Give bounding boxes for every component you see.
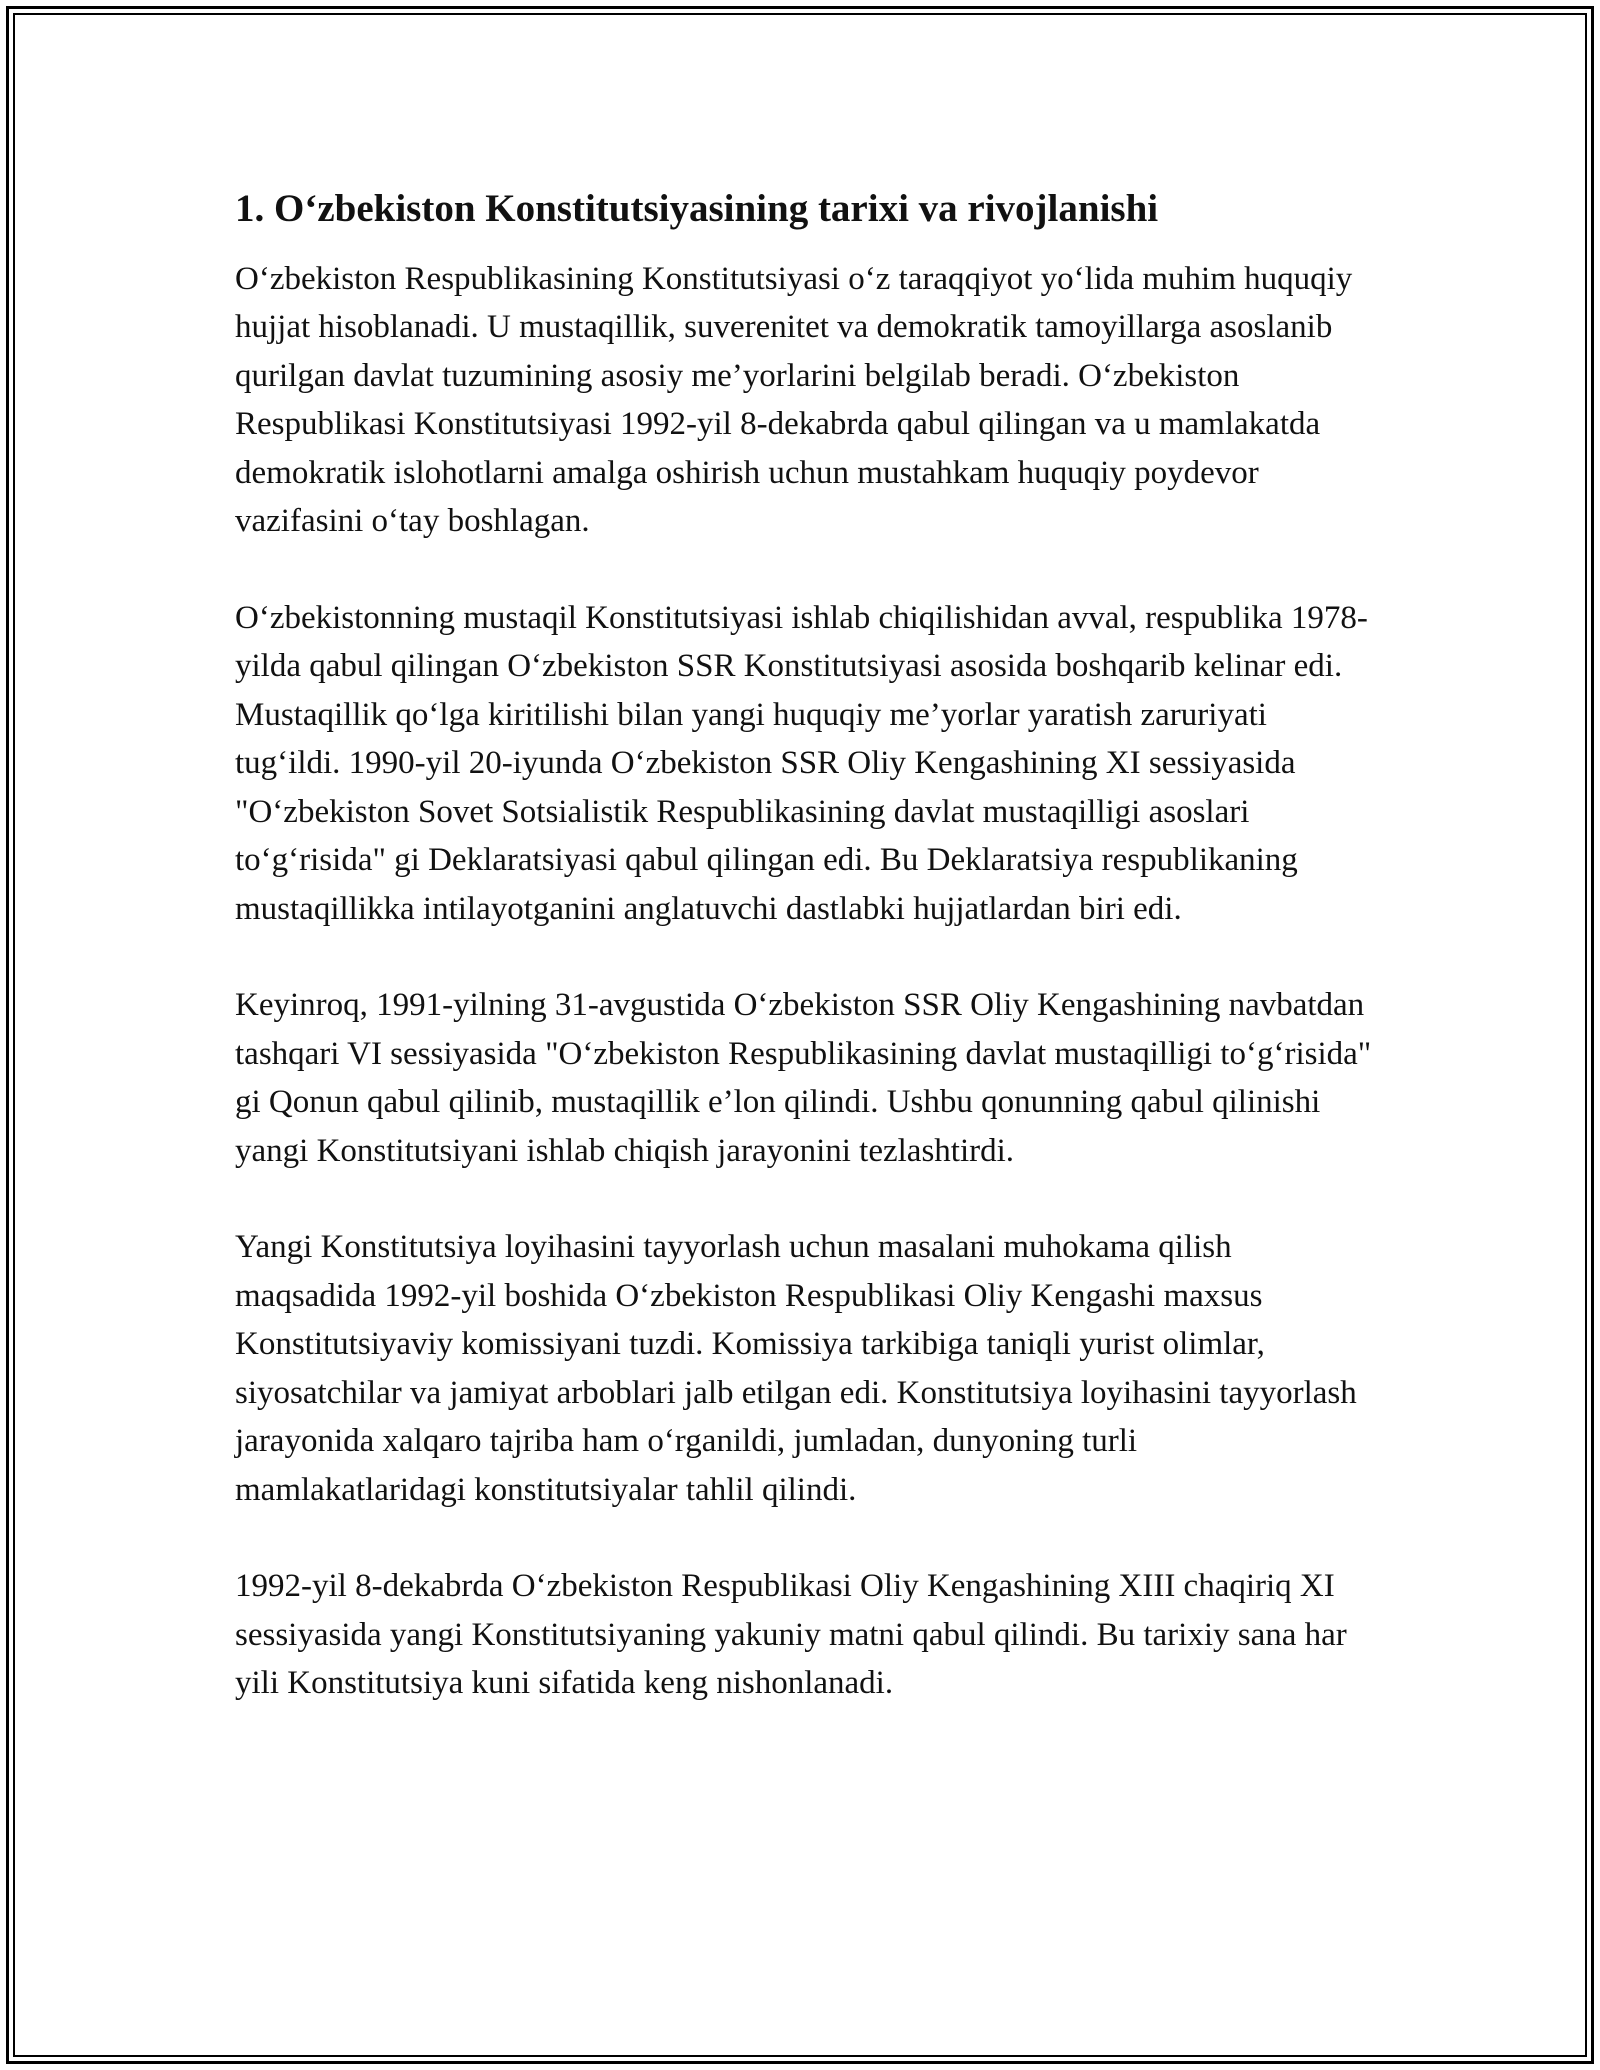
section-heading: 1. O‘zbekiston Konstitutsiyasining tarixi va rivojlanishi xyxy=(235,187,1159,230)
paragraph-2: O‘zbekistonning mustaqil Konstitutsiyasi ishlab chiqilishidan avval, respublika 1978-yilda qabul qilingan O‘zbekiston SSR Konstitutsiyasi asosida boshqarib kelinar edi. Mustaqillik qo‘lga kiritilishi bilan yangi huquqiy me’yorlar yaratish zaruriyati tug‘ildi. 1990-yil 20-iyunda O‘zbekiston SSR Oliy Kengashining XI sessiyasida "O‘zbekiston Sovet Sotsialistik Respublikasining davlat mustaqilligi asoslari to‘g‘risida" gi Deklaratsiyasi qabul qilingan edi. Bu Deklaratsiya respublikaning mustaqillikka intilayotganini anglatuvchi dastlabki hujjatlardan biri edi. xyxy=(235,599,1368,927)
paragraph-5: 1992-yil 8-dekabrda O‘zbekiston Respublikasi Oliy Kengashining XIII chaqiriq XI sessiyasida yangi Konstitutsiyaning yakuniy matni qabul qilindi. Bu tarixiy sana har yili Konstitutsiya kuni sifatida keng nishonlanadi. xyxy=(235,1568,1347,1702)
paragraph-4: Yangi Konstitutsiya loyihasini tayyorlash uchun masalani muhokama qilish maqsadida 1992-yil boshida O‘zbekiston Respublikasi Oliy Kengashi maxsus Konstitutsiyaviy komissiyani tuzdi. Komissiya tarkibiga taniqli yurist olimlar, siyosatchilar va jamiyat arboblari jalb etilgan edi. Konstitutsiya loyihasini tayyorlash jarayonida xalqaro tajriba ham o‘rganildi, jumladan, dunyoning turli mamlakatlaridagi konstitutsiyalar tahlil qilindi. xyxy=(235,1229,1357,1508)
paragraph-1: O‘zbekiston Respublikasining Konstitutsiyasi o‘z taraqqiyot yo‘lida muhim huquqiy hujjat hisoblanadi. U mustaqillik, suverenitet va demokratik tamoyillarga asoslanib qurilgan davlat tuzumining asosiy me’yorlarini belgilab beradi. O‘zbekiston Respublikasi Konstitutsiyasi 1992-yil 8-dekabrda qabul qilingan va u mamlakatda demokratik islohotlarni amalga oshirish uchun mustahkam huquqiy poydevor vazifasini o‘tay boshlagan. xyxy=(235,260,1353,540)
paragraph-3: Keyinroq, 1991-yilning 31-avgustida O‘zbekiston SSR Oliy Kengashining navbatdan tashqari VI sessiyasida "O‘zbekiston Respublikasining davlat mustaqilligi to‘g‘risida" gi Qonun qabul qilinib, mustaqillik e’lon qilindi. Ushbu qonunning qabul qilinishi yangi Konstitutsiyani ishlab chiqish jarayonini tezlashtirdi. xyxy=(235,987,1372,1169)
document-body xyxy=(235,186,1375,1756)
